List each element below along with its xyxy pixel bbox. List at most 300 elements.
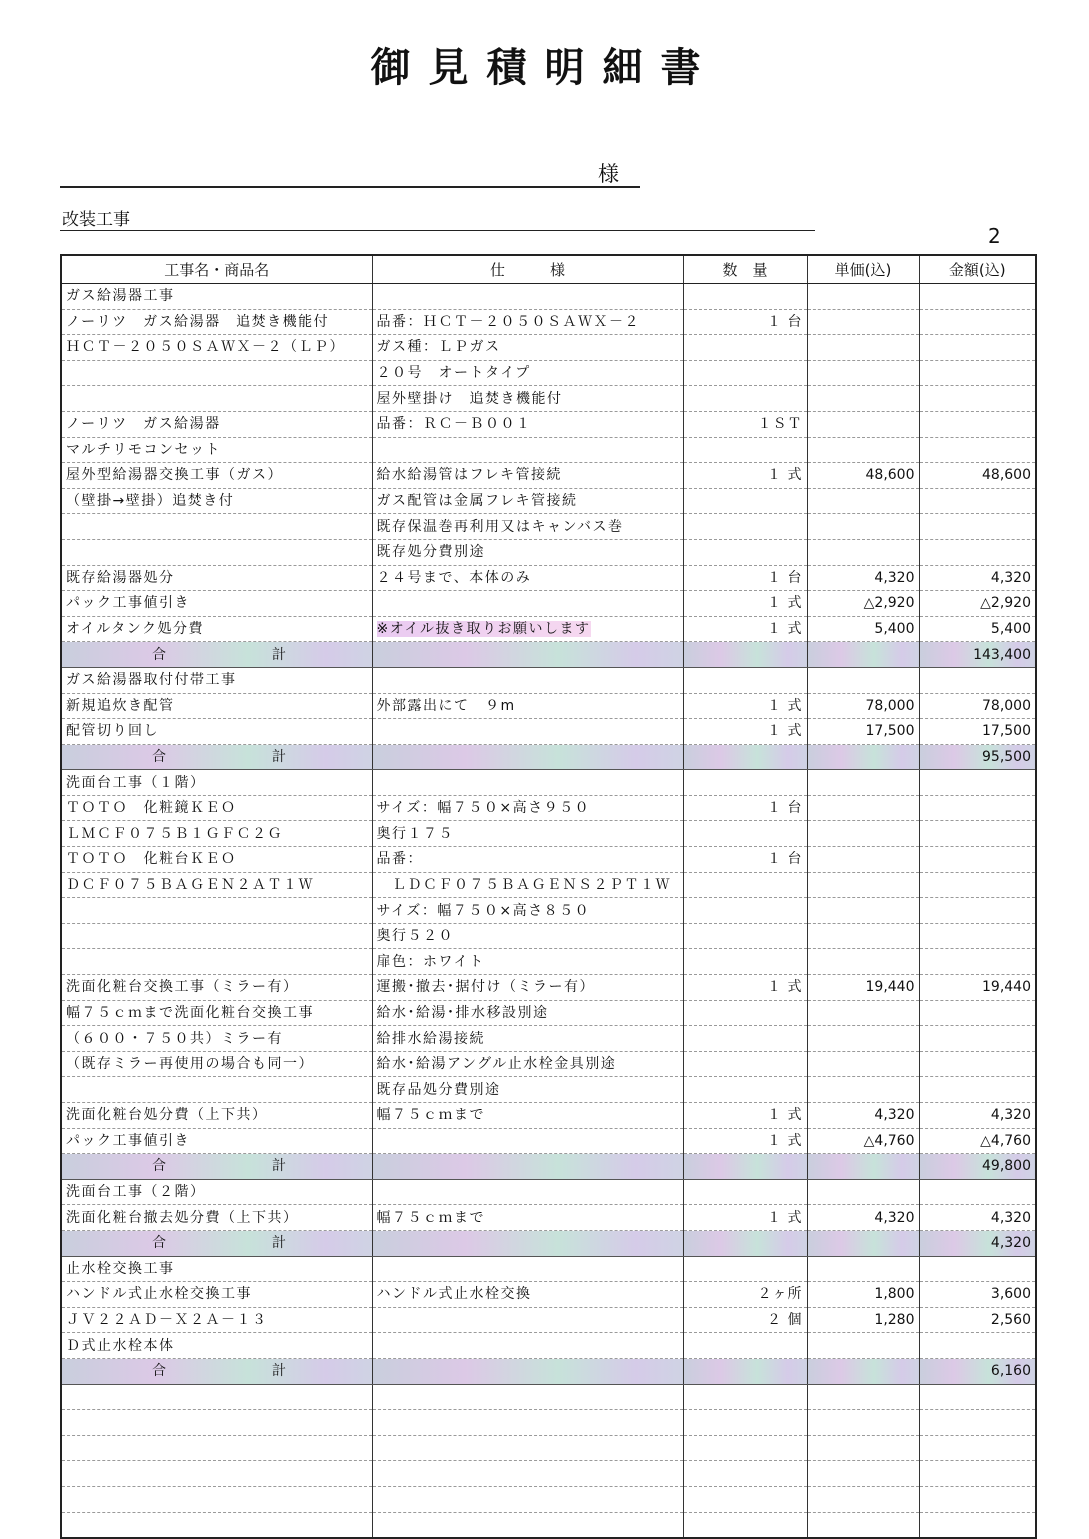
subtotal-qty — [683, 642, 807, 668]
item-unit-price — [807, 770, 919, 796]
item-spec — [372, 1026, 683, 1052]
item-name: （壁掛→壁掛）追焚き付 — [61, 488, 372, 514]
item-quantity — [683, 949, 807, 975]
table-row — [61, 488, 1036, 514]
item-quantity — [683, 1333, 807, 1359]
item-spec — [372, 1435, 683, 1461]
item-unit-price: △2,920 — [807, 591, 919, 617]
item-spec — [372, 1333, 683, 1359]
item-name: 幅７５ｃｍまで洗面化粧台交換工事 — [61, 1000, 372, 1026]
item-amount — [919, 1384, 1036, 1410]
item-spec — [372, 795, 683, 821]
item-spec-text: ２４号まで、本体のみ — [376, 569, 532, 586]
item-amount: △2,920 — [919, 591, 1036, 617]
item-unit-price: 1,280 — [807, 1307, 919, 1333]
item-name: （既存ミラー再使用の場合も同一） — [61, 1051, 372, 1077]
item-amount — [919, 1512, 1036, 1538]
subtotal-amount: 6,160 — [919, 1358, 1036, 1384]
item-unit-price — [807, 898, 919, 924]
item-name — [61, 1461, 372, 1487]
item-spec — [372, 335, 683, 361]
item-spec — [372, 1512, 683, 1538]
item-quantity: １ 式 — [683, 693, 807, 719]
table-row — [61, 1282, 1036, 1308]
item-amount: △4,760 — [919, 1128, 1036, 1154]
table-row — [61, 1461, 1036, 1487]
item-unit-price — [807, 1000, 919, 1026]
item-unit-price — [807, 872, 919, 898]
item-name: 配管切り回し — [61, 719, 372, 745]
item-name: ノーリツ ガス給湯器 追焚き機能付 — [61, 309, 372, 335]
table-header-row — [61, 255, 1036, 284]
item-spec — [372, 386, 683, 412]
item-unit-price: 78,000 — [807, 693, 919, 719]
table-row — [61, 1077, 1036, 1103]
item-amount — [919, 770, 1036, 796]
item-unit-price: 5,400 — [807, 616, 919, 642]
item-spec — [372, 1000, 683, 1026]
header-unit-price: 単価(込) — [807, 255, 919, 284]
item-unit-price — [807, 335, 919, 361]
item-name: 洗面台工事（２階） — [61, 1179, 372, 1205]
item-spec — [372, 284, 683, 310]
table-row — [61, 1103, 1036, 1129]
item-unit-price — [807, 795, 919, 821]
item-name — [61, 923, 372, 949]
table-row — [61, 821, 1036, 847]
item-amount: 17,500 — [919, 719, 1036, 745]
item-name — [61, 1486, 372, 1512]
subtotal-amount: 49,800 — [919, 1154, 1036, 1180]
item-name: 洗面台工事（１階） — [61, 770, 372, 796]
item-unit-price — [807, 1486, 919, 1512]
project-name: 改装工事 — [62, 210, 130, 230]
item-amount — [919, 309, 1036, 335]
item-spec — [372, 872, 683, 898]
item-quantity — [683, 1486, 807, 1512]
item-name — [61, 1384, 372, 1410]
item-spec — [372, 949, 683, 975]
item-spec — [372, 1410, 683, 1436]
table-row — [61, 1512, 1036, 1538]
project-underline — [60, 230, 815, 231]
table-row — [61, 1179, 1036, 1205]
item-amount — [919, 923, 1036, 949]
item-unit-price: 1,800 — [807, 1282, 919, 1308]
item-spec-text: 幅７５ｃｍまで — [376, 1209, 485, 1226]
item-quantity — [683, 872, 807, 898]
item-spec-text: ２０号 オートタイプ — [376, 365, 531, 382]
item-amount — [919, 872, 1036, 898]
item-amount — [919, 847, 1036, 873]
item-name: ＴＯＴＯ 化粧台ＫＥＯ — [61, 847, 372, 873]
item-quantity — [683, 1026, 807, 1052]
table-row — [61, 284, 1036, 310]
item-name: 洗面化粧台交換工事（ミラー有） — [61, 975, 372, 1001]
subtotal-label-b: 計 — [272, 1363, 288, 1380]
item-amount: 5,400 — [919, 616, 1036, 642]
subtotal-label-b: 計 — [272, 646, 288, 663]
item-spec — [372, 1205, 683, 1231]
subtotal-label-a: 合 — [152, 748, 168, 765]
item-unit-price — [807, 1410, 919, 1436]
item-quantity — [683, 539, 807, 565]
item-quantity — [683, 770, 807, 796]
table-row — [61, 898, 1036, 924]
page-number: 2 — [988, 224, 1001, 248]
table-row — [61, 847, 1036, 873]
item-unit-price — [807, 488, 919, 514]
item-quantity: １ 式 — [683, 1103, 807, 1129]
header-item-name: 工事名・商品名 — [61, 255, 372, 284]
item-spec — [372, 975, 683, 1001]
item-spec — [372, 667, 683, 693]
subtotal-row — [61, 1154, 1036, 1180]
item-name: ハンドル式止水栓交換工事 — [61, 1282, 372, 1308]
item-unit-price — [807, 1435, 919, 1461]
item-quantity: １ 式 — [683, 719, 807, 745]
item-spec-text: 給排水給湯接続 — [376, 1030, 485, 1047]
item-unit-price — [807, 1179, 919, 1205]
item-unit-price — [807, 360, 919, 386]
item-unit-price — [807, 309, 919, 335]
subtotal-amount: 4,320 — [919, 1230, 1036, 1256]
item-name: 屋外型給湯器交換工事（ガス） — [61, 463, 372, 489]
item-amount — [919, 386, 1036, 412]
item-quantity — [683, 667, 807, 693]
item-name — [61, 949, 372, 975]
item-name: オイルタンク処分費 — [61, 616, 372, 642]
item-unit-price — [807, 1512, 919, 1538]
item-spec — [372, 565, 683, 591]
item-amount: 78,000 — [919, 693, 1036, 719]
item-amount — [919, 1051, 1036, 1077]
item-amount: 4,320 — [919, 1103, 1036, 1129]
item-spec-text: 給水給湯管はフレキ管接続 — [376, 467, 562, 484]
item-spec-text: ガス配管は金属フレキ管接続 — [376, 493, 578, 510]
item-spec-text: 給水･給湯･排水移設別途 — [376, 1004, 549, 1021]
item-unit-price — [807, 847, 919, 873]
item-spec — [372, 437, 683, 463]
item-unit-price — [807, 923, 919, 949]
item-amount — [919, 1000, 1036, 1026]
item-amount — [919, 1435, 1036, 1461]
item-quantity: １ 台 — [683, 309, 807, 335]
item-name: 既存給湯器処分 — [61, 565, 372, 591]
item-spec — [372, 821, 683, 847]
item-quantity — [683, 1051, 807, 1077]
table-body — [61, 284, 1036, 1539]
item-unit-price — [807, 1461, 919, 1487]
item-amount: 4,320 — [919, 1205, 1036, 1231]
item-amount — [919, 514, 1036, 540]
item-name — [61, 360, 372, 386]
item-spec — [372, 616, 683, 642]
item-name: ガス給湯器工事 — [61, 284, 372, 310]
item-quantity: １ 式 — [683, 1205, 807, 1231]
item-name — [61, 539, 372, 565]
item-spec-text: 品番：ＨＣＴ－２０５０ＳＡＷＸ－２ — [376, 313, 640, 330]
subtotal-label — [61, 744, 372, 770]
item-unit-price — [807, 514, 919, 540]
item-name — [61, 514, 372, 540]
item-quantity — [683, 898, 807, 924]
subtotal-label — [61, 1230, 372, 1256]
subtotal-amount: 143,400 — [919, 642, 1036, 668]
table-row — [61, 1205, 1036, 1231]
item-spec — [372, 411, 683, 437]
item-name: ＬＭＣＦ０７５Ｂ１ＧＦＣ２Ｇ — [61, 821, 372, 847]
item-name: 止水栓交換工事 — [61, 1256, 372, 1282]
item-spec — [372, 1103, 683, 1129]
item-quantity — [683, 335, 807, 361]
item-spec — [372, 923, 683, 949]
table-row — [61, 1026, 1036, 1052]
item-name: 洗面化粧台処分費（上下共） — [61, 1103, 372, 1129]
table-row — [61, 386, 1036, 412]
item-unit-price — [807, 1051, 919, 1077]
item-spec-text: 給水･給湯アングル止水栓金具別途 — [376, 1056, 617, 1073]
item-name: パック工事値引き — [61, 591, 372, 617]
table-row — [61, 1333, 1036, 1359]
item-spec-text: 品番：ＲＣ－Ｂ００１ — [376, 416, 532, 433]
table-row — [61, 437, 1036, 463]
subtotal-unit — [807, 1154, 919, 1180]
item-quantity: １ 式 — [683, 616, 807, 642]
item-name: Ｄ式止水栓本体 — [61, 1333, 372, 1359]
item-amount — [919, 1179, 1036, 1205]
item-quantity — [683, 1077, 807, 1103]
subtotal-spec — [372, 1154, 683, 1180]
item-quantity: １ 式 — [683, 975, 807, 1001]
subtotal-unit — [807, 1358, 919, 1384]
subtotal-unit — [807, 744, 919, 770]
item-amount — [919, 898, 1036, 924]
table-row — [61, 335, 1036, 361]
item-amount — [919, 437, 1036, 463]
item-amount — [919, 1461, 1036, 1487]
table-row — [61, 975, 1036, 1001]
item-quantity: １ＳＴ — [683, 411, 807, 437]
table-row — [61, 667, 1036, 693]
item-unit-price — [807, 386, 919, 412]
table-row — [61, 923, 1036, 949]
subtotal-spec — [372, 744, 683, 770]
subtotal-qty — [683, 1358, 807, 1384]
item-quantity — [683, 386, 807, 412]
table-row — [61, 1384, 1036, 1410]
item-name: ガス給湯器取付付帯工事 — [61, 667, 372, 693]
subtotal-label — [61, 1154, 372, 1180]
item-unit-price — [807, 1077, 919, 1103]
item-spec — [372, 1282, 683, 1308]
item-quantity: １ 式 — [683, 1128, 807, 1154]
item-spec — [372, 847, 683, 873]
table-row — [61, 1051, 1036, 1077]
item-unit-price — [807, 539, 919, 565]
item-quantity — [683, 1000, 807, 1026]
item-amount: 4,320 — [919, 565, 1036, 591]
table-row — [61, 872, 1036, 898]
subtotal-spec — [372, 642, 683, 668]
item-amount — [919, 667, 1036, 693]
item-quantity — [683, 1461, 807, 1487]
item-name: 新規追炊き配管 — [61, 693, 372, 719]
table-row — [61, 309, 1036, 335]
client-name-underline — [60, 186, 640, 188]
item-amount — [919, 795, 1036, 821]
item-unit-price: 19,440 — [807, 975, 919, 1001]
item-spec — [372, 693, 683, 719]
subtotal-qty — [683, 1230, 807, 1256]
subtotal-label-a: 合 — [152, 1158, 168, 1175]
item-unit-price — [807, 667, 919, 693]
item-unit-price: △4,760 — [807, 1128, 919, 1154]
item-unit-price: 48,600 — [807, 463, 919, 489]
item-quantity — [683, 923, 807, 949]
subtotal-qty — [683, 1154, 807, 1180]
table-row — [61, 565, 1036, 591]
subtotal-qty — [683, 744, 807, 770]
item-unit-price: 4,320 — [807, 1103, 919, 1129]
subtotal-label-a: 合 — [152, 1363, 168, 1380]
item-unit-price — [807, 821, 919, 847]
table-row — [61, 616, 1036, 642]
item-spec — [372, 1051, 683, 1077]
subtotal-label — [61, 1358, 372, 1384]
item-spec-text: 奥行５２０ — [376, 928, 454, 945]
item-amount — [919, 539, 1036, 565]
item-quantity — [683, 1179, 807, 1205]
item-spec — [372, 488, 683, 514]
subtotal-row — [61, 744, 1036, 770]
item-spec-text: 既存処分費別途 — [376, 544, 485, 561]
item-spec — [372, 591, 683, 617]
item-amount — [919, 821, 1036, 847]
item-spec — [372, 770, 683, 796]
header-quantity: 数 量 — [683, 255, 807, 284]
item-spec-text: 運搬･撤去･据付け（ミラー有） — [376, 979, 595, 996]
item-quantity: １ 式 — [683, 463, 807, 489]
table-row — [61, 463, 1036, 489]
subtotal-unit — [807, 1230, 919, 1256]
subtotal-label-a: 合 — [152, 646, 168, 663]
item-amount — [919, 360, 1036, 386]
item-spec-text: 屋外壁掛け 追焚き機能付 — [376, 390, 563, 407]
item-unit-price — [807, 1256, 919, 1282]
item-name: （６００・７５０共）ミラー有 — [61, 1026, 372, 1052]
item-amount — [919, 1486, 1036, 1512]
item-name — [61, 1410, 372, 1436]
header-amount: 金額(込) — [919, 255, 1036, 284]
item-spec-text: 既存品処分費別途 — [376, 1081, 501, 1098]
item-spec — [372, 463, 683, 489]
table-row — [61, 360, 1036, 386]
honorific: 様 — [598, 162, 619, 186]
item-unit-price: 17,500 — [807, 719, 919, 745]
estimate-table — [60, 254, 1037, 1539]
item-unit-price: 4,320 — [807, 565, 919, 591]
table-row — [61, 1435, 1036, 1461]
item-quantity — [683, 1435, 807, 1461]
item-amount — [919, 1077, 1036, 1103]
item-name: パック工事値引き — [61, 1128, 372, 1154]
item-spec-text: 奥行１７５ — [376, 825, 454, 842]
item-amount — [919, 284, 1036, 310]
item-quantity: １ 台 — [683, 795, 807, 821]
item-quantity: ２ 個 — [683, 1307, 807, 1333]
subtotal-label-a: 合 — [152, 1235, 168, 1252]
client-name-redacted — [255, 160, 385, 186]
item-spec-text: ハンドル式止水栓交換 — [376, 1286, 532, 1303]
item-spec — [372, 309, 683, 335]
item-spec-text: ガス種：ＬＰガス — [376, 339, 501, 356]
table-row — [61, 1486, 1036, 1512]
item-quantity — [683, 1512, 807, 1538]
item-amount — [919, 488, 1036, 514]
header-spec: 仕 様 — [372, 255, 683, 284]
subtotal-row — [61, 1358, 1036, 1384]
item-amount: 48,600 — [919, 463, 1036, 489]
subtotal-label-b: 計 — [272, 748, 288, 765]
item-quantity — [683, 437, 807, 463]
table-row — [61, 1000, 1036, 1026]
table-row — [61, 770, 1036, 796]
table-row — [61, 719, 1036, 745]
item-name — [61, 1512, 372, 1538]
item-amount — [919, 1333, 1036, 1359]
table-row — [61, 795, 1036, 821]
subtotal-label — [61, 642, 372, 668]
table-row — [61, 949, 1036, 975]
item-spec-text: サイズ：幅７５０×高さ８５０ — [376, 902, 591, 919]
item-quantity: １ 台 — [683, 565, 807, 591]
table-row — [61, 1128, 1036, 1154]
item-spec-text: ※オイル抜き取りお願いします — [376, 621, 591, 638]
item-unit-price: 4,320 — [807, 1205, 919, 1231]
item-spec-text: サイズ：幅７５０×高さ９５０ — [376, 800, 591, 817]
item-name: ＪＶ２２ＡＤ－Ｘ２Ａ－１３ — [61, 1307, 372, 1333]
item-name: ＨＣＴ－２０５０ＳＡＷＸ－２（ＬＰ） — [61, 335, 372, 361]
table-row — [61, 591, 1036, 617]
table-row — [61, 1256, 1036, 1282]
item-unit-price — [807, 411, 919, 437]
item-name: マルチリモコンセット — [61, 437, 372, 463]
item-quantity — [683, 514, 807, 540]
item-spec — [372, 1179, 683, 1205]
item-unit-price — [807, 1026, 919, 1052]
item-spec — [372, 360, 683, 386]
subtotal-row — [61, 642, 1036, 668]
item-spec — [372, 514, 683, 540]
item-name: ＴＯＴＯ 化粧鏡ＫＥＯ — [61, 795, 372, 821]
item-quantity — [683, 284, 807, 310]
item-spec — [372, 1256, 683, 1282]
item-name — [61, 386, 372, 412]
item-spec — [372, 1461, 683, 1487]
item-name: ノーリツ ガス給湯器 — [61, 411, 372, 437]
table-row — [61, 693, 1036, 719]
subtotal-spec — [372, 1230, 683, 1256]
item-spec — [372, 1128, 683, 1154]
item-amount: 2,560 — [919, 1307, 1036, 1333]
item-quantity — [683, 821, 807, 847]
table-row — [61, 1307, 1036, 1333]
item-name: 洗面化粧台撤去処分費（上下共） — [61, 1205, 372, 1231]
item-amount — [919, 411, 1036, 437]
item-unit-price — [807, 284, 919, 310]
item-spec-text: 幅７５ｃｍまで — [376, 1107, 485, 1124]
